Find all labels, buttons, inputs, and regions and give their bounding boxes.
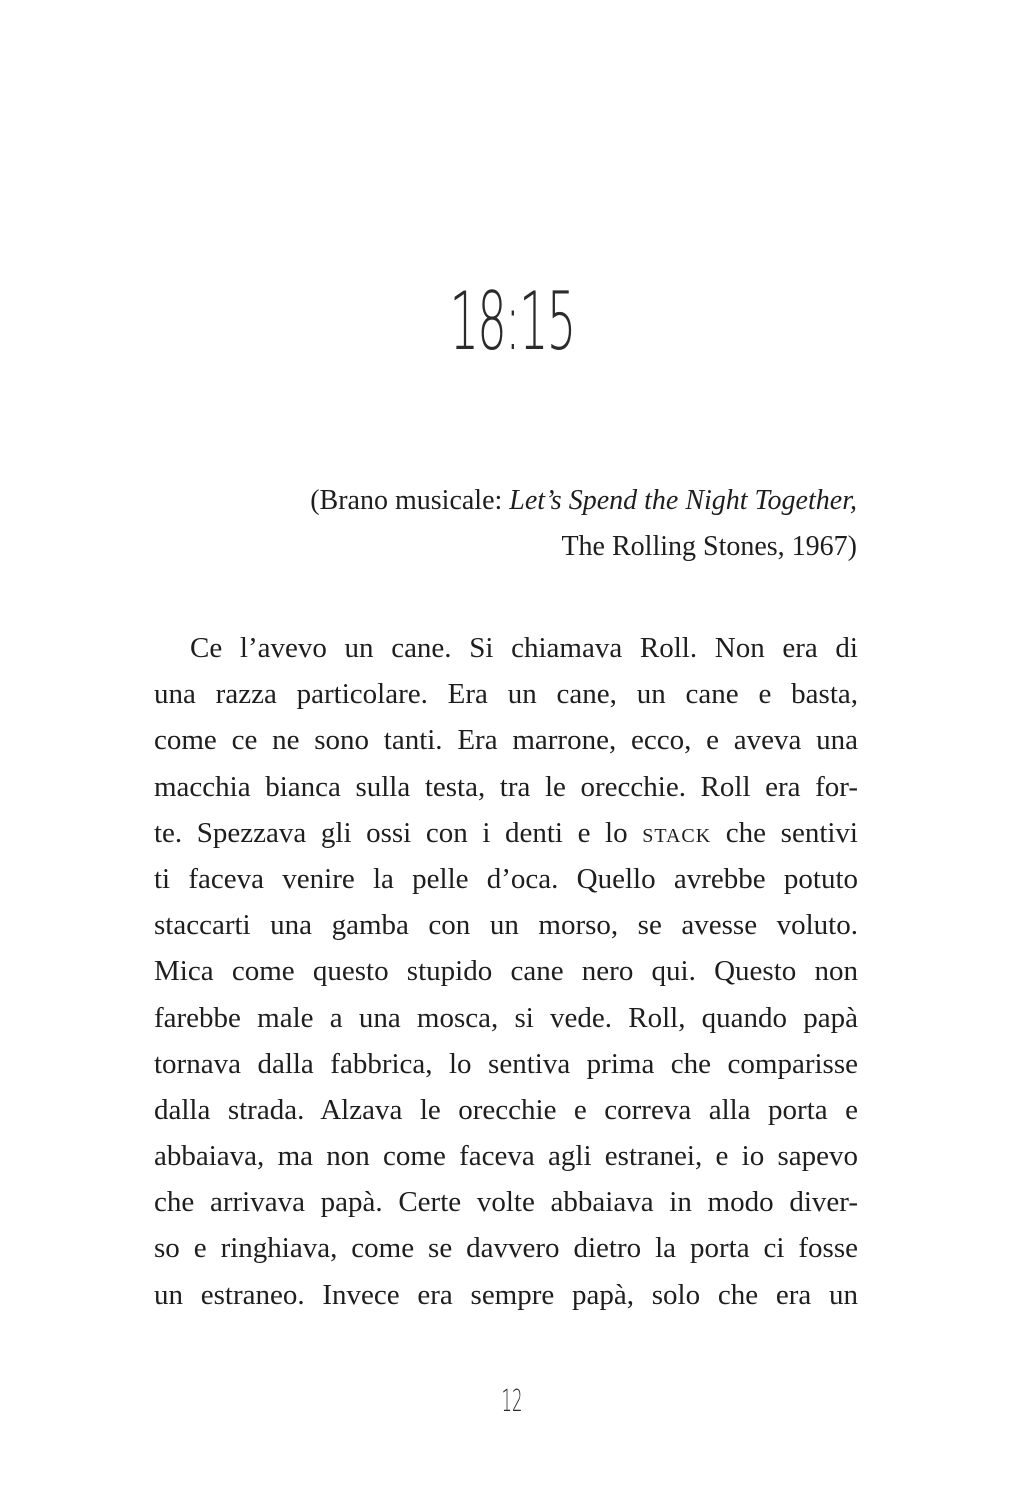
text-line: farebbe male a una mosca, si vede. Roll, quando papà [154,1001,858,1034]
epigraph-line-1 [217,478,857,524]
epigraph-prefix: (Brano musicale: [310,485,510,516]
text-line: come ce ne sono tanti. Era marrone, ecco, e aveva una [154,724,858,757]
text-line: so e ringhiava, come se davvero dietro la porta ci fosse [154,1232,858,1265]
text-line-head: te. Spezzava gli ossi con i denti e lo [154,816,643,849]
epigraph-line-2: The Rolling Stones, 1967) [561,531,857,562]
stack-word: stack [642,816,712,849]
text-line: abbaiava, ma non come faceva agli estranei, e io sapevo [154,1140,858,1173]
text-line [154,810,858,856]
text-line: una razza particolare. Era un cane, un cane e basta, [154,678,858,711]
text-line: tornava dalla fabbrica, lo sentiva prima che comparisse [154,1047,858,1080]
text-line: Ce l’avevo un cane. Si chiamava Roll. Non era di [190,632,858,664]
epigraph-comma: , [850,485,857,516]
text-line: che arrivava papà. Certe volte abbaiava in modo diver- [154,1186,858,1219]
page-number: 12 [501,1384,523,1419]
text-line: staccarti una gamba con un morso, se avesse voluto. [154,909,858,942]
text-line: ti faceva venire la pelle d’oca. Quello avrebbe potuto [154,862,858,895]
text-line: Mica come questo stupido cane nero qui. Questo non [154,955,858,988]
text-line: dalla strada. Alzava le orecchie e correva alla porta e [154,1093,858,1126]
body-paragraph [154,625,858,1318]
epigraph [217,478,857,570]
epigraph-song-title: Let’s Spend the Night Together [509,485,850,516]
text-line: un estraneo. Invece era sempre papà, solo che era un [154,1278,858,1311]
chapter-title: 18:15 [449,275,575,368]
text-line-tail: che sentivi [711,816,858,849]
text-line: macchia bianca sulla testa, tra le orecchie. Roll era for- [154,770,858,803]
